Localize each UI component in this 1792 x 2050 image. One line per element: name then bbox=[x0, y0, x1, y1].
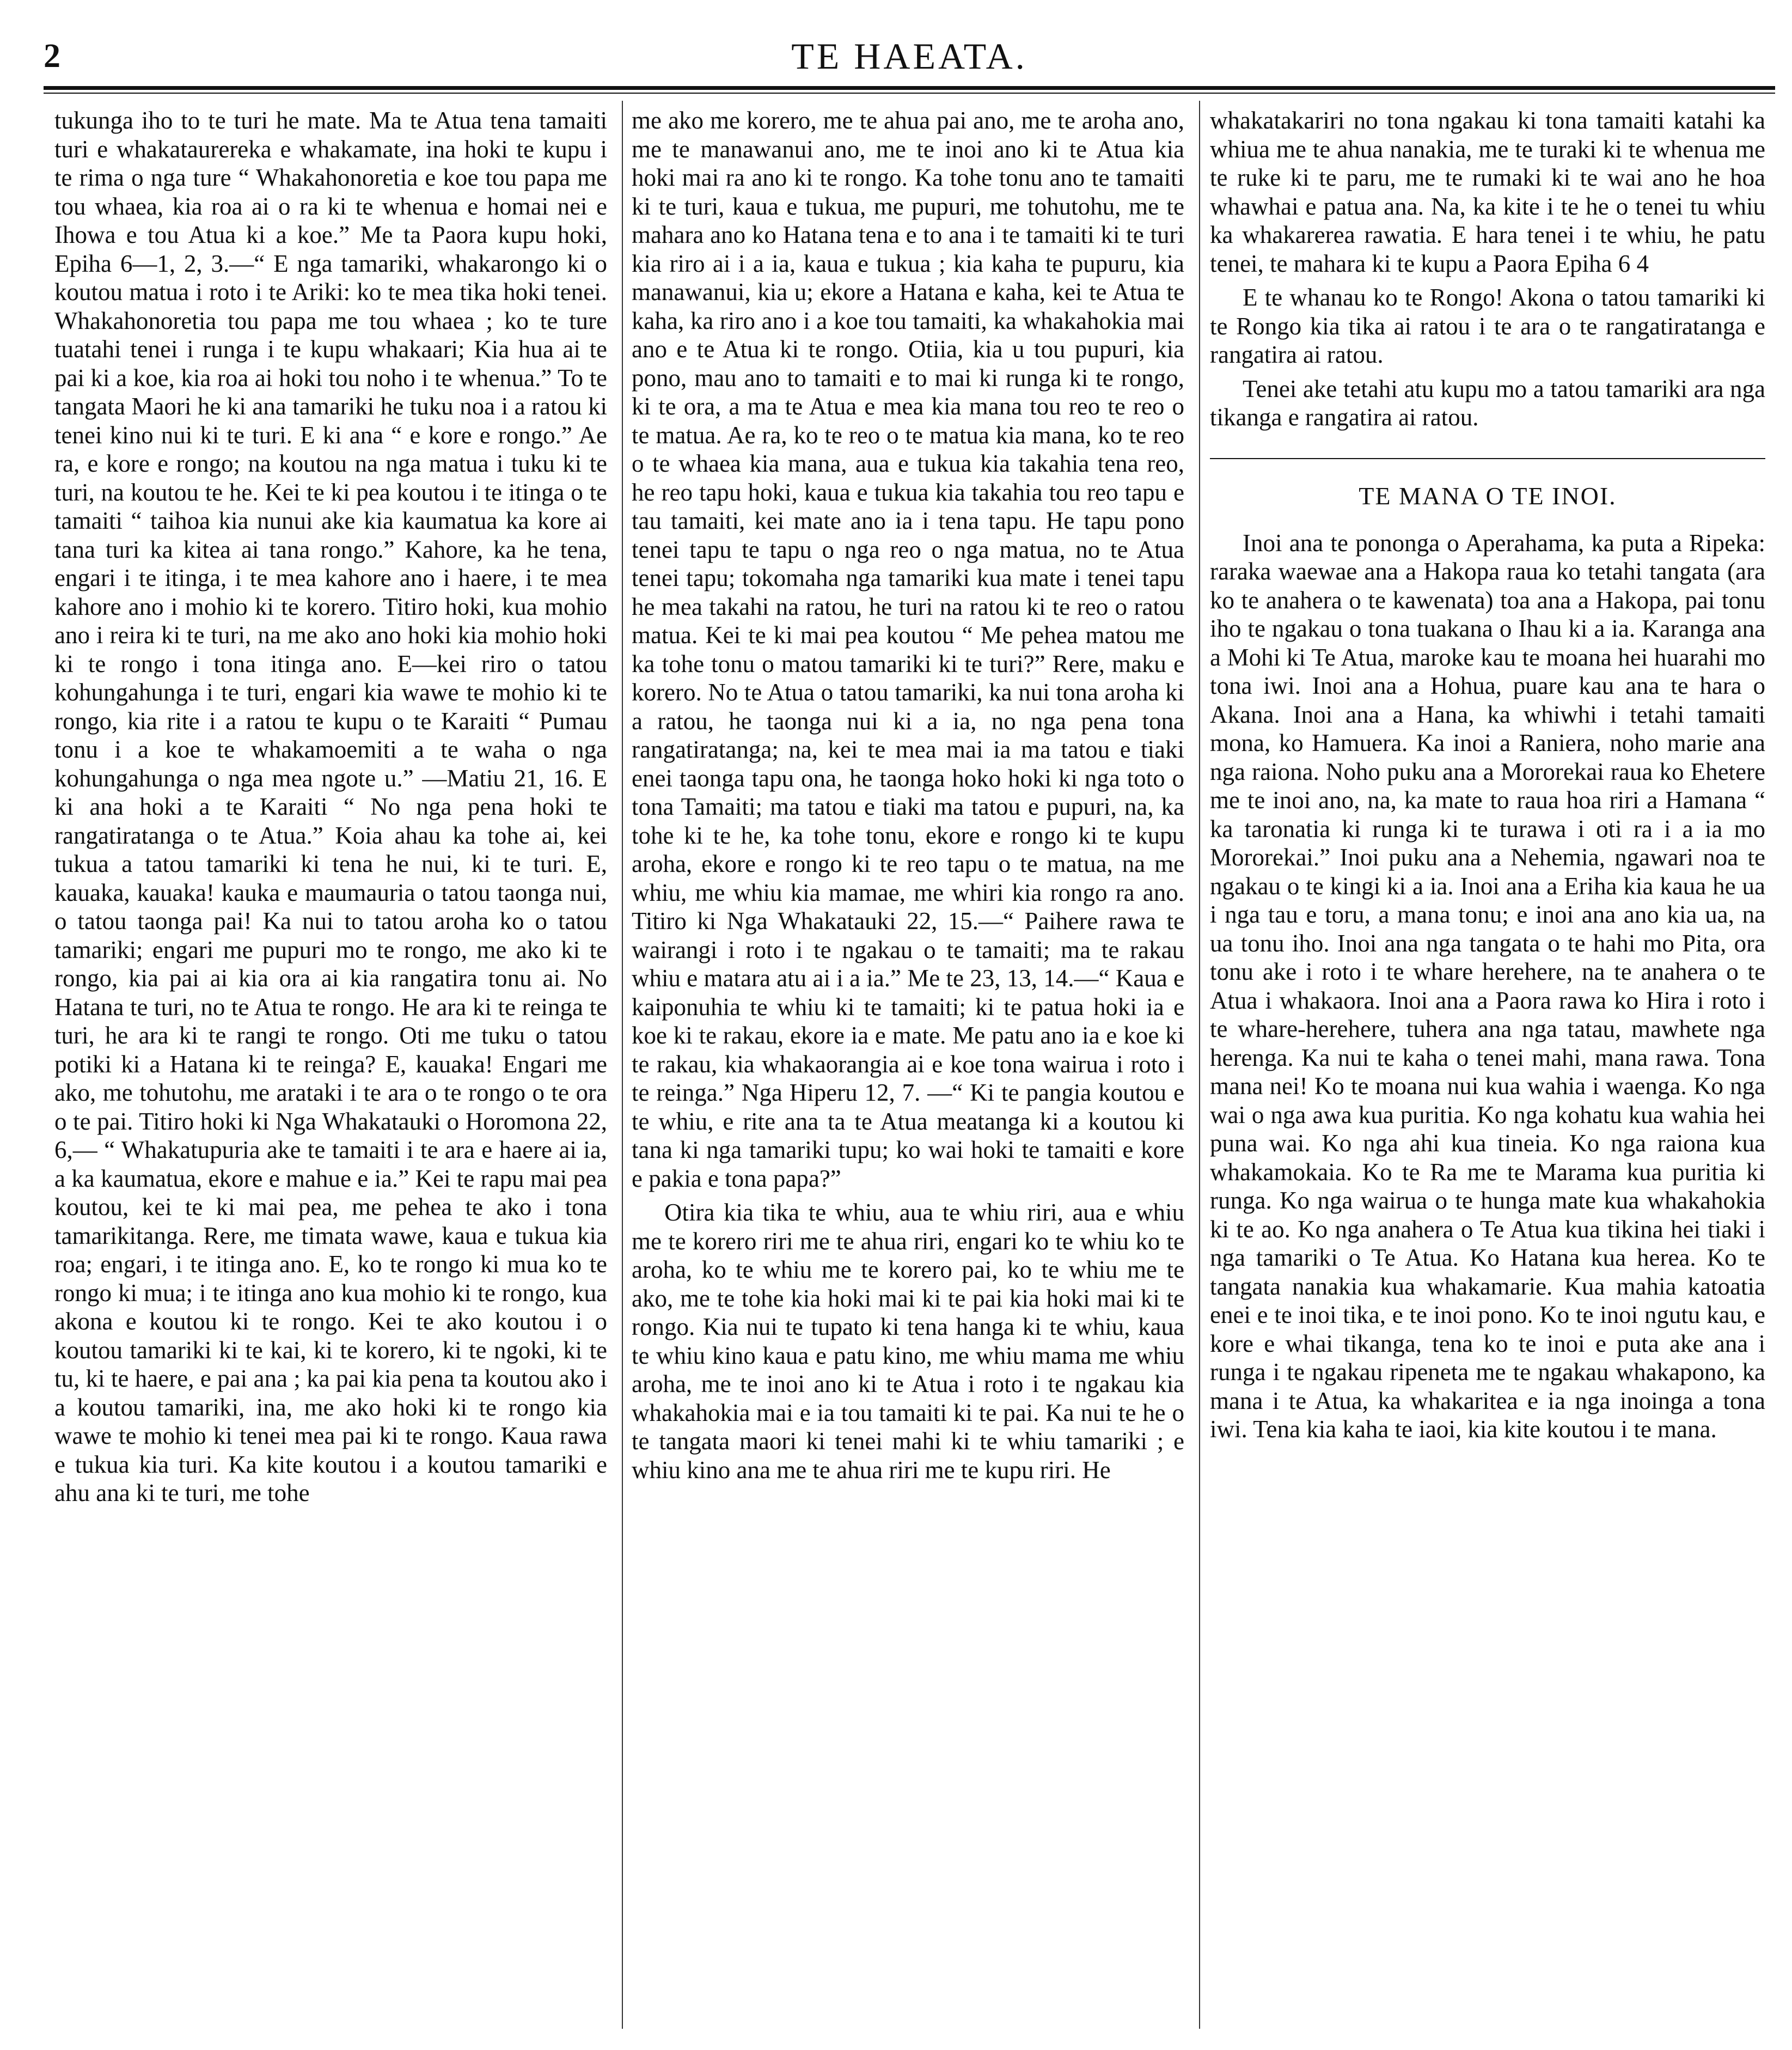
masthead-title: TE HAEATA. bbox=[791, 35, 1028, 77]
column-2 bbox=[632, 106, 1184, 2037]
column-3-paragraph-3: Tenei ake tetahi atu kupu mo a tatou tamariki ara nga tikanga e rangatira ai ratou. bbox=[1210, 375, 1765, 431]
section-divider-rule bbox=[1210, 458, 1765, 459]
column-3 bbox=[1210, 106, 1765, 2037]
section-paragraph-1: Inoi ana te pononga o Aperahama, ka puta a Ripeka: raraka waewae ana a Hakopa raua ko tetahi tangata (ara ko te anahera o te kawenata) toa ana a Hakopa, pai tonu iho te ngakau o tona tuakana o Ihau ki a ia. Karanga ana a Mohi ki Te Atua, maroke kau te moana hei huarahi mo tona iwi. Inoi ana a Hohua, puare kau ana te hara o Akana. Inoi ana a Hana, ka whiwhi i tetahi tamaiti mona, ko Hamuera. Ka inoi a Raniera, noho marie ana nga raiona. Noho puku ana a Mororekai raua ko Ehetere me te inoi ano, na, ka mate to raua hoa riri a Hamana “ ka taronatia ki runga ki te turawa i oti ra i a ia mo Mororekai.” Inoi puku ana a Nehemia, ngawari noa te ngakau o te kingi ki a ia. Inoi ana a Eriha kia kaua he ua i nga tau e toru, a mana tonu; e inoi ana ano kia ua, na ua tonu iho. Inoi ana nga tangata o te hahi mo Pita, ora tonu ake i roto i te whare herehere, na te anahera o te Atua i whakaora. Inoi ana a Paora rawa ko Hira i roto i te whare-herehere, tuhera ana nga tatau, mawhete nga herenga. Ka nui te kaha o tenei mahi, mana rawa. Tona mana nei! Ko te moana nui kua wahia i waenga. Ko nga wai o nga awa kua puritia. Ko nga kohatu kua wahia hei puna wai. Ko nga ahi kua tineia. Ko nga raiona kua whakamokaia. Ko te Ra me te Marama kua puritia ki runga. Ko nga wairua o te hunga mate kua whakahokia ki te ao. Ko nga anahera o Te Atua kua tikina hei tiaki i nga tamariki o Te Atua. Ko Hatana kua herea. Ko te tangata nanakia kua whakamarie. Kua mahia katoatia enei e te inoi tika, e te inoi pono. Ko te inoi ngutu kau, e kore e whai tikanga, tena ko te inoi e puta ake ana i runga i te ngakau ripeneta me te ngakau whakapono, ka mana i te Atua, ka whakaritea e ia nga inoinga a tona iwi. Tena kia kaha te iaoi, kia kite koutou i te mana. bbox=[1210, 529, 1765, 1443]
column-divider-1 bbox=[622, 101, 623, 2029]
column-3-paragraph-2: E te whanau ko te Rongo! Akona o tatou tamariki ki te Rongo kia tika ai ratou i te ara o te rangatiratanga e rangatira ai ratou. bbox=[1210, 284, 1765, 368]
header-rule-thick bbox=[44, 86, 1775, 90]
column-2-paragraph-1: me ako me korero, me te ahua pai ano, me te aroha ano, me te manawanui ano, me te inoi ano ki te Atua kia hoki mai ra ano ki te rongo. Ka tohe tonu ano te tamaiti ki te turi, kaua e tukua, me pupuri, me tohutohu, me te mahara ano ko Hatana tena e to ana i te tamaiti ki te turi kia riro ai i a ia, kaua e tukua ; kia kaha te pupuru, kia manawanui, kia u; ekore a Hatana e kaha, kei te Atua te kaha, ka riro ano i a koe tou tamaiti, ka whakahokia mai ano e te Atua ki te rongo. Otiia, kia u tou pupuri, kia pono, mau ano to tamaiti e to mai ki runga ki te rongo, ki te ora, a ma te Atua e mea kia mana tou reo te reo o te matua. Ae ra, ko te reo o te matua kia mana, ko te reo o te whaea kia mana, aua e tukua kia takahia tena reo, he reo tapu hoki, kaua e tukua kia takahia tou reo tapu e tau tamaiti, kei mate ano ia i tena tapu. He tapu pono tenei tapu te tapu o nga reo o nga matua, no te Atua tenei tapu; tokomaha nga tamariki kua mate i tenei tapu he mea takahi na ratou, he turi na ratou ki te reo o ratou matua. Kei te ki mai pea koutou “ Me pehea matou me ka tohe tonu o matou tamariki ki te turi?” Rere, maku e korero. No te Atua o tatou tamariki, ka nui tona aroha ki a ratou, he taonga nui ki a ia, no nga pena tona rangatiratanga; na, kei te mea mai ia ma tatou e tiaki enei taonga tapu ona, he taonga hoko hoki ki nga toto o tona Tamaiti; ma tatou e tiaki ma tatou e pupuri, na, ka tohe ki te he, ka tohe tonu, ekore e rongo ki te kupu aroha, ekore e rongo ki te reo tapu o te matua, na me whiu, me whiu kia mamae, me whiri kia rongo ra ano. Titiro ki Nga Whakatauki 22, 15.—“ Paihere rawa te wairangi i roto i te ngakau o te tamaiti; ma te rakau whiu e matara atu ai i a ia.” Me te 23, 13, 14.—“ Kaua e kaiponuhia te whiu ki te tamaiti; ki te patua hoki ia e koe ki te rakau, ekore ia e mate. Me patu ano ia e koe ki te rakau, kia whakaorangia ai e koe tona wairua i roto i te reinga.” Nga Hiperu 12, 7. —“ Ki te pangia koutou e te whiu, e rite ana ta te Atua meatanga ki a koutou ki tana ki nga tamariki tupu; ko wai hoki te tamaiti e kore e pakia e tona papa?” bbox=[632, 107, 1184, 1192]
page-header bbox=[44, 32, 1775, 81]
column-1 bbox=[54, 106, 607, 2037]
column-3-paragraph-1: whakatakariri no tona ngakau ki tona tamaiti katahi ka whiua me te ahua nanakia, me te turaki ki te whenua me te ruke ki te paru, me te rumaki ki te wai ano he hoa whawhai e patua ana. Na, ka kite i te he o tenei tu whiu ka whakarerea rawatia. E hara tenei i te whiu, he patu tenei, te mahara ki te kupu a Paora Epiha 6 4 bbox=[1210, 107, 1765, 277]
column-divider-2 bbox=[1199, 101, 1200, 2029]
header-rule-thin bbox=[44, 93, 1775, 94]
column-2-paragraph-2: Otira kia tika te whiu, aua te whiu riri, aua e whiu me te korero riri me te ahua riri, engari ko te whiu ko te aroha, ko te whiu me te korero pai, ko te whiu me te ako, me te tohe kia hoki mai ki te pai kia hoki mai ki te rongo. Kia nui te tupato ki tena hanga ki te whiu, kaua te whiu kino kaua e patu kino, me whiu mama me whiu aroha, me te inoi ano ki te Atua i roto i te ngakau kia whakahokia mai e ia tou tamaiti ki te pai. Ka nui te he o te tangata maori ki tenei mahi ki te whiu tamariki ; e whiu kino ana me te ahua riri me te kupu riri. He bbox=[632, 1199, 1184, 1484]
section-title: TE MANA O TE INOI. bbox=[1359, 481, 1617, 510]
column-1-paragraph-1: tukunga iho to te turi he mate. Ma te Atua tena tamaiti turi e whakataurereka e whakamate, ina hoki te kupu i te rima o nga ture “ Whakahonoretia e koe tou papa me tou whaea, kia roa ai o ra ki te whenua e homai nei e Ihowa e tou Atua ki a koe.” Me ta Paora kupu hoki, Epiha 6—1, 2, 3.—“ E nga tamariki, whakarongo ki o koutou matua i roto i te Ariki: ko te mea tika hoki tenei. Whakahonoretia tou papa me tou whaea ; ko te ture tuatahi tenei i runga i te kupu whakaari; Kia hua ai te pai ki a koe, kia roa ai hoki tou noho i te whenua.” To te tangata Maori he ki ana tamariki he tuku noa i a ratou ki tenei kino nui ki te turi. E ki ana “ e kore e rongo.” Ae ra, e kore e rongo; na koutou na nga matua i tuku ki te turi, na koutou te he. Kei te ki pea koutou i te itinga o te tamaiti “ taihoa kia nunui ake kia kaumatua ka kore ai tana turi ka kitea ai tana rongo.” Kahore, ka he tena, engari i te itinga, i te mea kahore ano i haere, i te mea kahore ano i mohio ki te korero. Titiro hoki, kua mohio ano i reira ki te turi, na me ako ano hoki kia mohio hoki ki te rongo i tona itinga ano. E—kei riro o tatou kohungahunga i te turi, engari kia wawe te mohio ki te rongo, kia rite i a ratou te kupu o te Karaiti “ Pumau tonu i a koe te whakamoemiti a te waha o nga kohungahunga o nga mea ngote u.” —Matiu 21, 16. E ki ana hoki a te Karaiti “ No nga pena hoki te rangatiratanga o te Atua.” Koia ahau ka tohe ai, kei tukua a tatou tamariki ki tena he nui, ki te turi. E, kauaka, kauaka! kauka e maumauria o tatou taonga nui, o tatou taonga pai! Ka nui to tatou aroha ko o tatou tamariki; engari me pupuri mo te rongo, me ako ki te rongo, kia pai ai kia ora ai kia rangatira tonu ai. No Hatana te turi, no te Atua te rongo. He ara ki te reinga te turi, he ara ki te rangi te rongo. Oti me tuku o tatou potiki ki a Hatana ki te reinga? E, kauaka! Engari me ako, me tohutohu, me arataki i te ara o te rongo o te ora o te pai. Titiro hoki ki Nga Whakatauki o Horomona 22, 6,— “ Whakatupuria ake te tamaiti i te ara e haere ai ia, a ka kaumatua, ekore e mahue e ia.” Kei te rapu mai pea koutou, kei te ki mai pea, me pehea te ako i tona tamarikitanga. Rere, me timata wawe, kaua e tukua kia roa; engari, i te itinga ano. E, ko te rongo ki mua ko te rongo ki mua; i te itinga ano kua mohio ki te rongo, kua akona e koutou ki te rongo. Kei te ako koutou i o koutou tamariki ki te kai, ki te korero, ki te ngoki, ki te tu, ki te haere, e pai ana ; ka pai kia pena ta koutou ako i a koutou tamariki, ina, me ako hoki ki te rongo kia wawe te mohio ki tenei mea pai ki te rongo. Kaua rawa e tukua kia turi. Ka kite koutou i a koutou tamariki e ahu ana ki te turi, me tohe bbox=[54, 107, 607, 1506]
page-number: 2 bbox=[44, 38, 60, 75]
